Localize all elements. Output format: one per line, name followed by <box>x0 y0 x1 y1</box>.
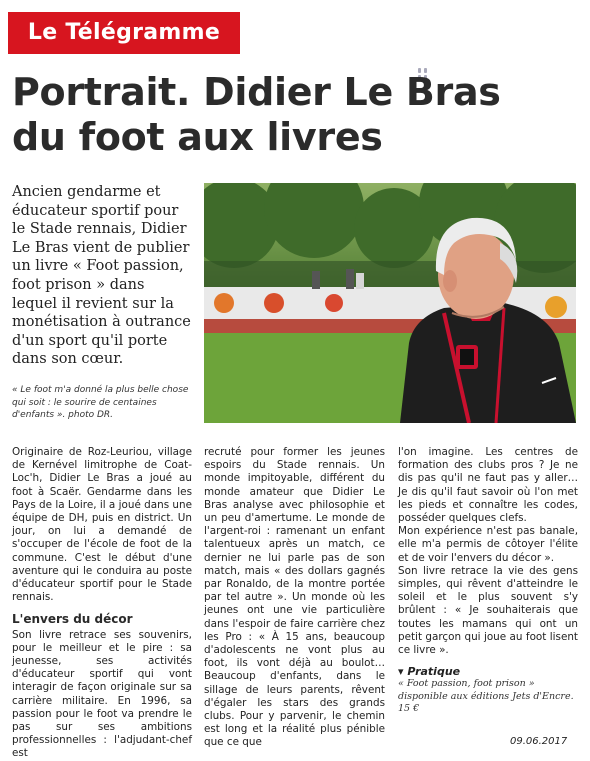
body-paragraph: Son livre retrace la vie des gens simples, qui rêvent d'atteindre le soleil et le plus souvent s'y brûlent : « Je souhaiterais que toutes les mamans qui ont un petit garçon qui joue au foot lisent ce livre ». <box>398 564 578 657</box>
publication-date: 09.06.2017 <box>510 736 568 747</box>
portrait-photo-illustration <box>204 183 576 423</box>
practical-info-text: « Foot passion, foot prison » disponible aux éditions Jets d'Encre. 15 € <box>398 678 574 715</box>
article-photo <box>204 183 576 423</box>
body-paragraph: l'on imagine. Les centres de formation des clubs pros ? Je ne dis pas qu'il ne faut pas y aller… Je dis qu'il faut savoir où l'on met les pieds et connaître les codes, posséder quelques clefs. <box>398 446 578 525</box>
body-paragraph: Mon expérience n'est pas banale, elle m'a permis de côtoyer l'élite et de voir l'envers du décor ». <box>398 525 578 564</box>
section-subhead: L'envers du décor <box>12 612 133 627</box>
masthead-logo: Le Télégramme <box>8 12 240 54</box>
article-lead: Ancien gendarme et éducateur sportif pour le Stade rennais, Didier Le Bras vient de publier un livre « Foot passion, foot prison » dans lequel il revient sur la monétisation à outrance d'un sport qu'il porte dans son cœur. <box>12 184 191 368</box>
trees <box>204 183 576 273</box>
article-column-1 <box>12 446 192 761</box>
body-paragraph: Originaire de Roz-Leuriou, village de Kernével limitrophe de Coat-Loc'h, Didier Le Bras a joué au foot à Scaër. Gendarme dans les Pays de la Loire, il a joué dans une équipe de DH, puis en district. Un jour, on lui a demandé de s'occuper de l'école de foot de la commune. C'est le début d'une aventure qui le conduira au poste d'éducateur sportif pour le Stade rennais. <box>12 446 192 604</box>
body-paragraph: Son livre retrace ses souvenirs, pour le meilleur et le pire : sa jeunesse, ses activités d'éducateur sportif qui vont interagir de façon originale sur sa carrière militaire. En 1996, sa passion pour le foot va prendre le pas sur ses ambitions professionnelles : l'adjudant-chef est <box>12 628 192 760</box>
body-paragraph: recruté pour former les jeunes espoirs du Stade rennais. Un monde impitoyable, différent du monde amateur que Didier Le Bras analyse avec philosophie et un peu d'amertume. Le monde de l'argent-roi : ramenant un enfant talentueux après un match, ce dernier ne lui parle pas de son match, mais « des dollars gagnés par Ronaldo, de la montre portée par tel autre ». Un monde où les jeunes ont une vie particulière dans l'espoir de faire carrière chez les Pro : « À 15 ans, beaucoup d'adolescents ne vont plus au foot, ils vont déjà au boulot… Beaucoup d'enfants, dans le sillage de leurs parents, rêvent d'égaler les stars des grands clubs. Pour y parvenir, le chemin est long et la réalité plus pénible que ce que <box>204 446 385 749</box>
article-column-2 <box>204 446 385 750</box>
article-column-3 <box>398 446 578 716</box>
headline-line-1: Portrait. Didier Le Bras <box>12 70 501 114</box>
article-headline <box>12 70 582 160</box>
practical-info-heading: ▾ Pratique <box>398 665 461 679</box>
photo-caption: « Le foot m'a donné la plus belle chose qui soit : le sourire de centaines d'enfants ». photo DR. <box>12 385 189 420</box>
headline-line-2: du foot aux livres <box>12 115 383 159</box>
